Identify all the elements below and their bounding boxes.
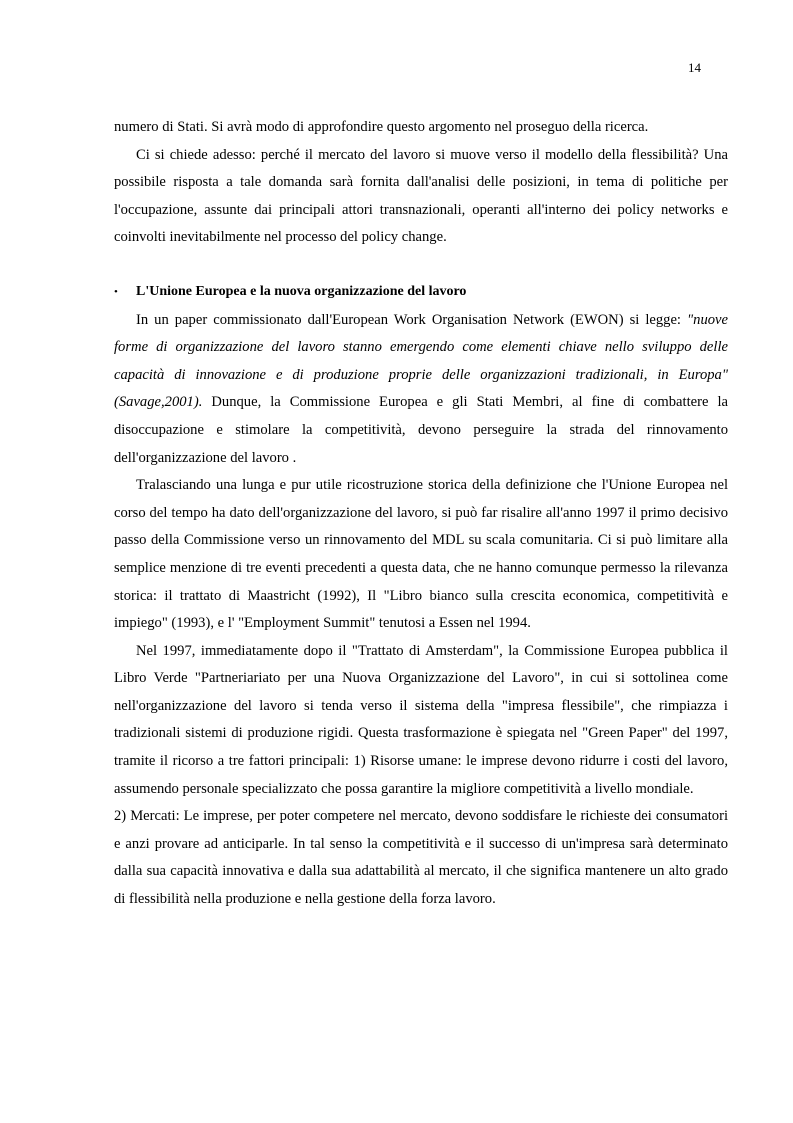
- paragraph-ewon-rest: Dunque, la Commissione Europea e gli Stati Membri, al fine di combattere la disoccupazione e stimolare la competitività, devono perseguire la strada del rinnovamento dell'organizzazione del lavoro .: [114, 394, 728, 466]
- paragraph-continuation: numero di Stati. Si avrà modo di approfondire questo argomento nel proseguo della ricerca.: [114, 119, 649, 135]
- quote-savage: "nuove forme di organizzazione del lavoro stanno emergendo come elementi chiave nello sviluppo delle capacità di innovazione e di produzione proprie delle organizzazioni tradizionali, in Europa" (Savage,2001).: [114, 311, 728, 411]
- paragraph-history: Tralasciando una lunga e pur utile ricostruzione storica della definizione che l'Unione Europea nel corso del tempo ha dato dell'organizzazione del lavoro, si può far risalire all'anno 1997 il primo decisivo passo della Commissione verso un rinnovamento del MDL su scala comunitaria. Ci si può limitare alla semplice menzione di tre eventi precedenti a questa data, che ne hanno comunque permesso la rilevanza storica: il trattato di Maastricht (1992), Il "Libro bianco sulla crescita economica, competitività e impiego" (1993), e l' "Employment Summit" tenutosi a Essen nel 1994.: [114, 477, 728, 632]
- paragraph-ewon-intro: In un paper commissionato dall'European Work Organisation Network (EWON) si legge:: [136, 311, 688, 328]
- bullet-icon: •: [114, 285, 118, 298]
- paragraph-mercati: 2) Mercati: Le imprese, per poter competere nel mercato, devono soddisfare le richieste dei consumatori e anzi provare ad anticiparle. In tal senso la competitività e il successo di un'impresa sarà determinato dalla sua capacità innovativa e dalla sua adattabilità al mercato, il che significa mantenere un alto grado di flessibilità nella produzione e nella gestione della forza lavoro.: [114, 808, 728, 908]
- document-body: [114, 114, 728, 914]
- page-number: 14: [688, 60, 701, 75]
- section-gap: [114, 252, 728, 278]
- paragraph-1997: Nel 1997, immediatamente dopo il "Trattato di Amsterdam", la Commissione Europea pubblica il Libro Verde "Partneriariato per una Nuova Organizzazione del Lavoro", in cui si sottolinea come nell'organizzazione del lavoro si tenda verso il sistema della "impresa flessibile", che rimpiazza i tradizionali sistemi di produzione rigidi. Questa trasformazione è spiegata nel "Green Paper" del 1997, tramite il ricorso a tre fattori principali: 1) Risorse umane: le imprese devono ridurre i costi del lavoro, assumendo personale specializzato che possa garantire la migliore competitività a livello mondiale.: [114, 642, 728, 797]
- paragraph-question: Ci si chiede adesso: perché il mercato del lavoro si muove verso il modello della flessibilità? Una possibile risposta a tale domanda sarà fornita dall'analisi delle posizioni, in tema di politiche per l'occupazione, assunte dai principali attori transnazionali, operanti all'interno dei policy networks e coinvolti inevitabilmente nel processo del policy change.: [114, 146, 728, 246]
- section-title: L'Unione Europea e la nuova organizzazione del lavoro: [136, 283, 467, 299]
- section-heading: [114, 278, 728, 307]
- paragraph-ewon: [114, 307, 728, 473]
